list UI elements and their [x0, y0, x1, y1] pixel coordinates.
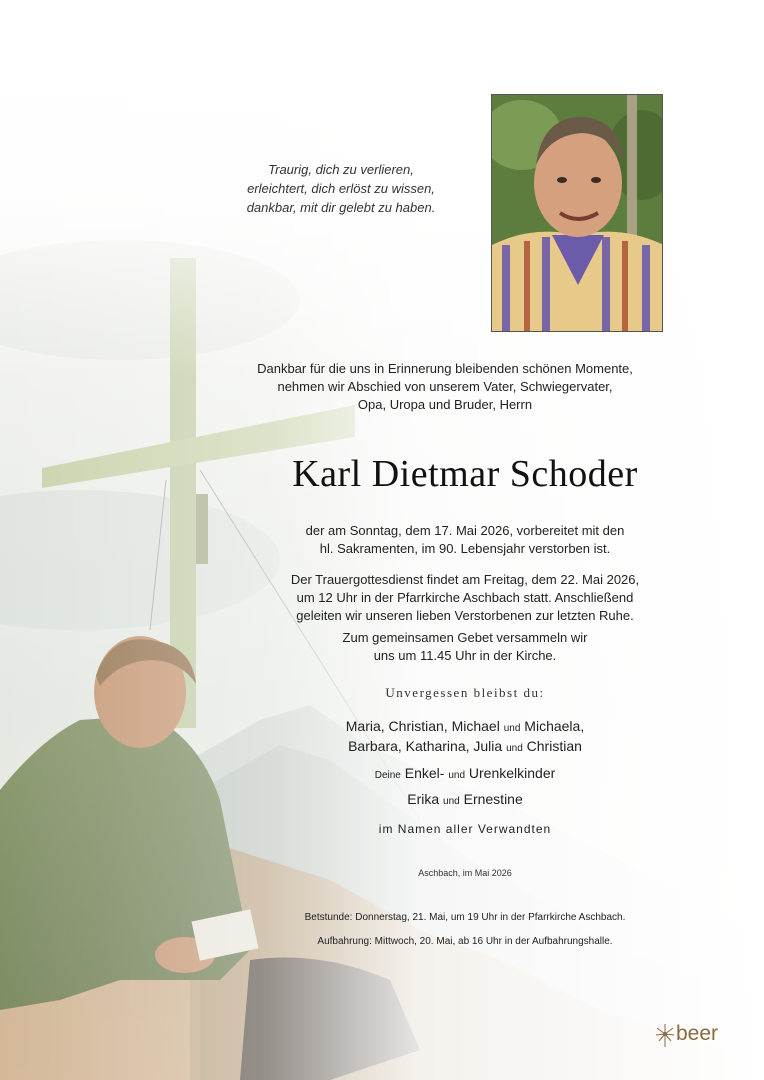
family-names: Maria, Christian, Michael	[345, 718, 500, 734]
portrait-image	[492, 95, 663, 332]
conjunction: und	[503, 723, 521, 734]
unvergessen-heading: Unvergessen bleibst du:	[385, 685, 545, 700]
death-line: hl. Sakramenten, im 90. Lebensjahr verstorben ist.	[319, 541, 611, 556]
betstunde-note: Betstunde: Donnerstag, 21. Mai, um 19 Uhr in der Pfarrkirche Aschbach.	[304, 912, 626, 923]
intro-line: Opa, Uropa und Bruder, Herrn	[357, 397, 533, 412]
intro-line: Dankbar für die uns in Erinnerung bleibenden schönen Momente,	[257, 361, 633, 376]
family-names: Erika	[407, 791, 440, 807]
family-line-grandchildren	[220, 763, 710, 786]
conjunction: und	[443, 796, 460, 807]
family-line-children-2	[220, 736, 710, 759]
logo-text: beer	[676, 1022, 719, 1045]
relatives-line: im Namen aller Verwandten	[378, 822, 552, 836]
family-names: Michaela,	[524, 718, 585, 734]
service-line: geleiten wir unseren lieben Verstorbenen zur letzten Ruhe.	[296, 608, 634, 623]
intro-text	[220, 360, 670, 414]
place-date: Aschbach, im Mai 2026	[418, 868, 512, 878]
prayer-line: Zum gemeinsamen Gebet versammeln wir	[342, 630, 588, 645]
prayer-line: uns um 11.45 Uhr in der Kirche.	[373, 648, 557, 663]
beer-logo	[654, 1020, 734, 1048]
quote-line: erleichtert, dich erlöst zu wissen,	[247, 181, 435, 196]
intro-line: nehmen wir Abschied von unserem Vater, Schwiegervater,	[277, 379, 613, 394]
quote-line: dankbar, mit dir gelebt zu haben.	[246, 200, 436, 215]
quote	[210, 160, 472, 217]
prayer-info	[220, 629, 710, 665]
quote-line: Traurig, dich zu verlieren,	[268, 162, 414, 177]
conjunction: und	[506, 743, 523, 754]
deine-label: Deine	[374, 770, 401, 781]
family-names: Ernestine	[463, 791, 523, 807]
family-names: Barbara, Katharina, Julia	[348, 738, 503, 754]
service-line: Der Trauergottesdienst findet am Freitag, dem 22. Mai 2026,	[290, 572, 640, 587]
family-line-siblings	[220, 789, 710, 812]
family-names: Urenkelkinder	[468, 765, 556, 781]
funeral-service	[220, 571, 710, 625]
family-names: Enkel-	[404, 765, 445, 781]
aufbahrung-note: Aufbahrung: Mittwoch, 20. Mai, ab 16 Uhr in der Aufbahrungshalle.	[317, 936, 613, 947]
deceased-name: Karl Dietmar Schoder	[292, 453, 638, 495]
death-line: der am Sonntag, dem 17. Mai 2026, vorbereitet mit den	[305, 523, 625, 538]
conjunction: und	[448, 770, 466, 781]
death-announcement	[220, 522, 710, 558]
service-line: um 12 Uhr in der Pfarrkirche Aschbach statt. Anschließend	[296, 590, 634, 605]
portrait-photo	[491, 94, 663, 332]
dandelion-icon	[654, 1020, 676, 1048]
family-names: Christian	[526, 738, 582, 754]
